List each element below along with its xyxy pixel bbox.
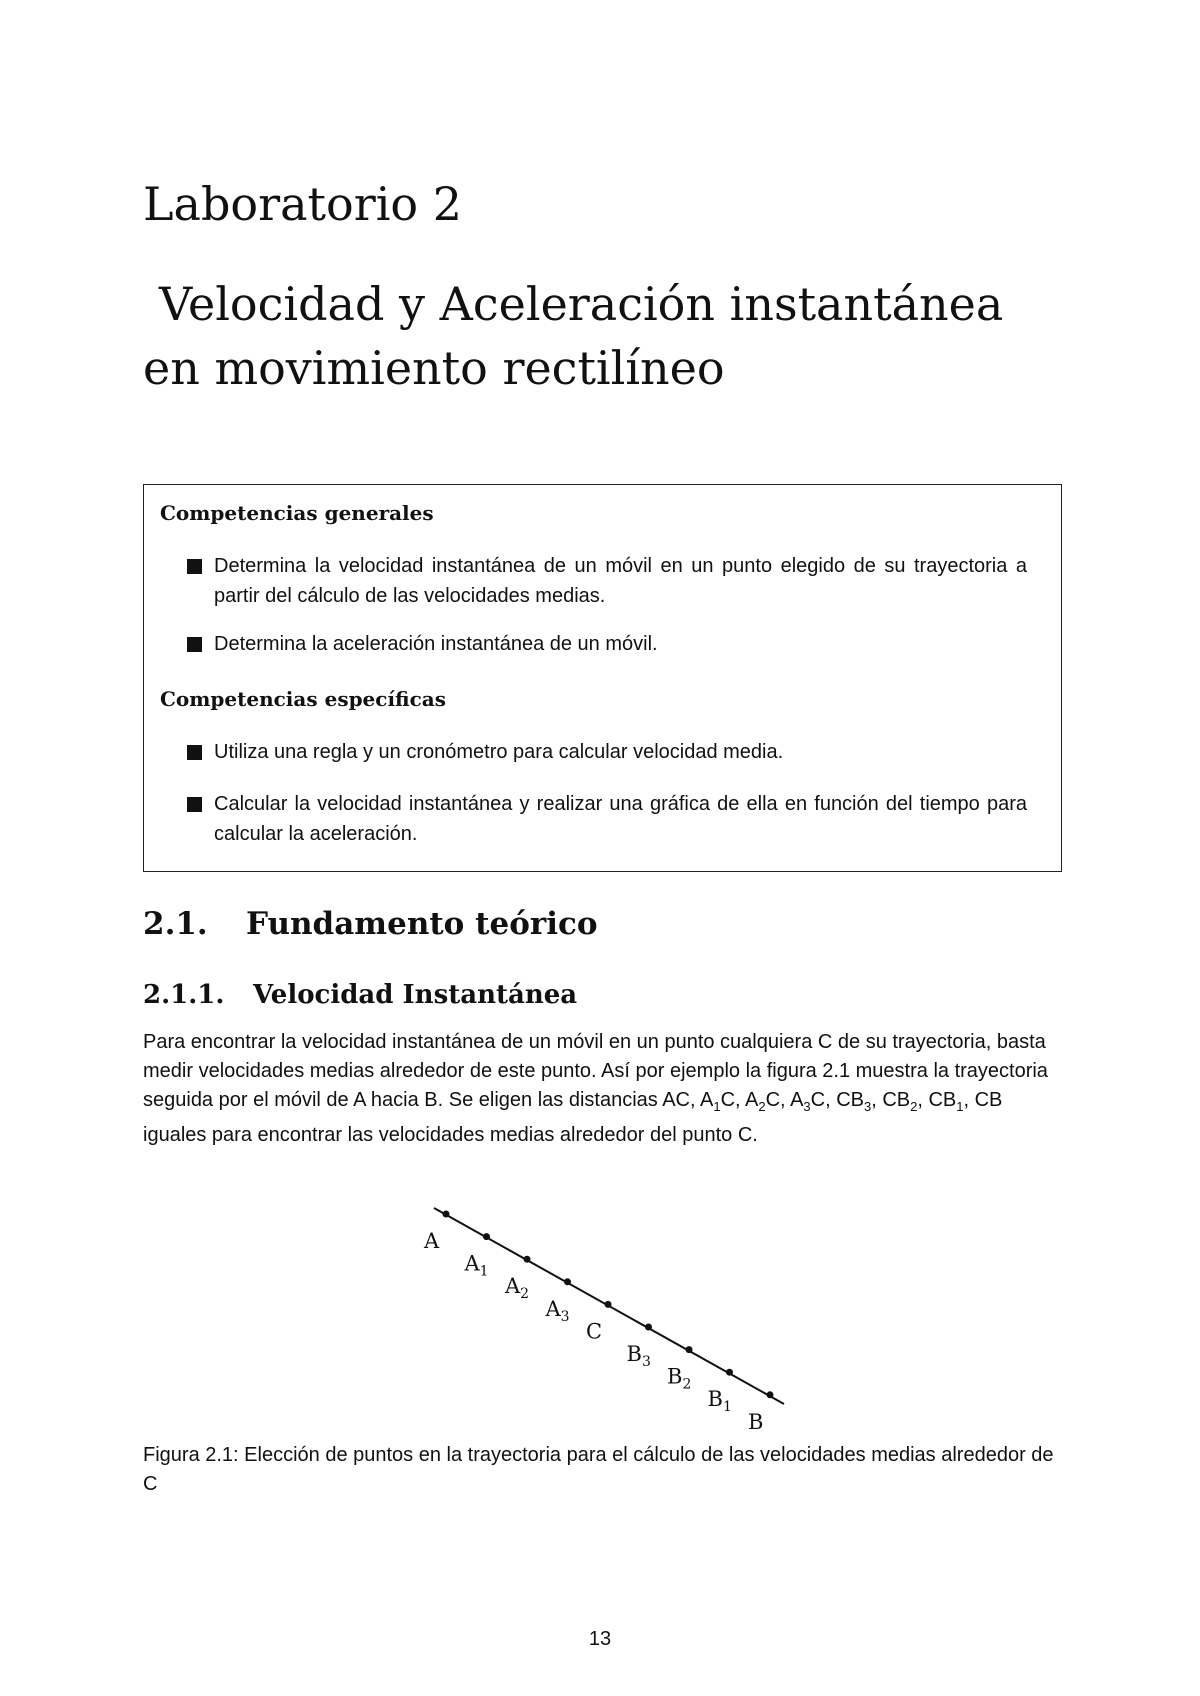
subscript: 3 [803,1099,811,1114]
trajectory-point-dot [483,1233,490,1240]
bullet-square-icon [187,797,202,812]
chapter-label: Laboratorio 2 [143,177,462,231]
list-item-text: Determina la aceleración instantánea de un móvil. [214,633,658,655]
chapter-title [143,272,1103,400]
paragraph-text: C, CB [810,1089,864,1111]
paragraph-text: Para encontrar la velocidad instantánea de un móvil en un punto cualquiera C de su trayectoria, basta medir velocidades medias alrededor de este punto. Así por ejemplo la figura 2.1 muestra la trayectoria seguida por el móvil de A hacia B. Se eligen las distancias AC, A [143,1031,1048,1111]
paragraph-text: , CB [871,1089,911,1111]
point-label: $B_3$ [626,1342,651,1370]
section-number: 2.1. [143,906,208,942]
list-item-text: Calcular la velocidad instantánea y realizar una gráfica de ella en función del tiempo para calcular la aceleración. [214,793,1027,845]
trajectory-point-dot [443,1211,450,1218]
point-label-subscript: 2 [682,1376,692,1393]
point-label-subscript: 2 [520,1286,530,1303]
section-title-text: Fundamento teórico [246,906,598,942]
trajectory-point-dot [605,1301,612,1308]
bullet-square-icon [187,559,202,574]
subscript: 2 [758,1099,766,1114]
point-label: A [424,1229,440,1253]
list-item [187,551,1027,611]
chapter-title-line-1: Velocidad y Aceleración instantánea [159,277,1004,331]
trajectory-point-dot [767,1391,774,1398]
subscript: 2 [910,1099,918,1114]
point-label-subscript: 3 [641,1354,651,1370]
section-heading [143,906,598,942]
point-label: $B_2$ [667,1364,692,1393]
subscript: 1 [956,1099,964,1114]
subsection-heading [143,980,577,1010]
paragraph-text: , CB iguales para encontrar las velocidades medias alrededor del punto C. [143,1089,1003,1146]
trajectory-figure [410,1196,810,1436]
trajectory-point-dot [686,1346,693,1353]
body-paragraph [143,1028,1063,1150]
point-label: $A_2$ [505,1274,530,1303]
competencias-especificas-heading: Competencias específicas [160,687,446,711]
point-label: $A_3$ [545,1296,570,1325]
point-label: B [748,1409,764,1434]
paragraph-text: C, A [765,1089,804,1111]
list-item [187,737,1027,767]
subscript: 1 [713,1099,721,1114]
paragraph-text: C, A [720,1089,759,1111]
paragraph-text: , CB [917,1089,957,1111]
list-item-text: Utiliza una regla y un cronómetro para calcular velocidad media. [214,741,784,763]
list-item [187,789,1027,849]
subscript: 3 [863,1099,872,1114]
subsection-title-text: Velocidad Instantánea [253,980,578,1010]
point-label-subscript: 1 [479,1263,489,1280]
trajectory-point-dot [645,1324,652,1331]
bullet-square-icon [187,637,202,652]
bullet-square-icon [187,745,202,760]
point-label: $A_1$ [464,1251,489,1280]
point-label: C [586,1319,603,1344]
chapter-title-line-2: en movimiento rectilíneo [143,341,725,395]
list-item [187,629,1027,659]
list-item-text: Determina la velocidad instantánea de un móvil en un punto elegido de su trayectoria a partir del cálculo de las velocidades medias. [214,555,1027,607]
trajectory-point-dot [564,1278,571,1285]
point-label-subscript: 3 [560,1308,570,1325]
point-label-subscript: 1 [722,1399,732,1416]
trajectory-point-dot [726,1369,733,1376]
trajectory-point-dot [524,1256,531,1263]
figure-caption: Figura 2.1: Elección de puntos en la trayectoria para el cálculo de las velocidades medias alrededor de C [143,1444,1054,1495]
competencias-box [143,484,1062,872]
point-label: $B_1$ [707,1387,732,1416]
subsection-number: 2.1.1. [143,980,225,1010]
trajectory-diagram [410,1196,810,1436]
page-number: 13 [588,1628,612,1650]
competencias-generales-heading: Competencias generales [160,501,434,525]
